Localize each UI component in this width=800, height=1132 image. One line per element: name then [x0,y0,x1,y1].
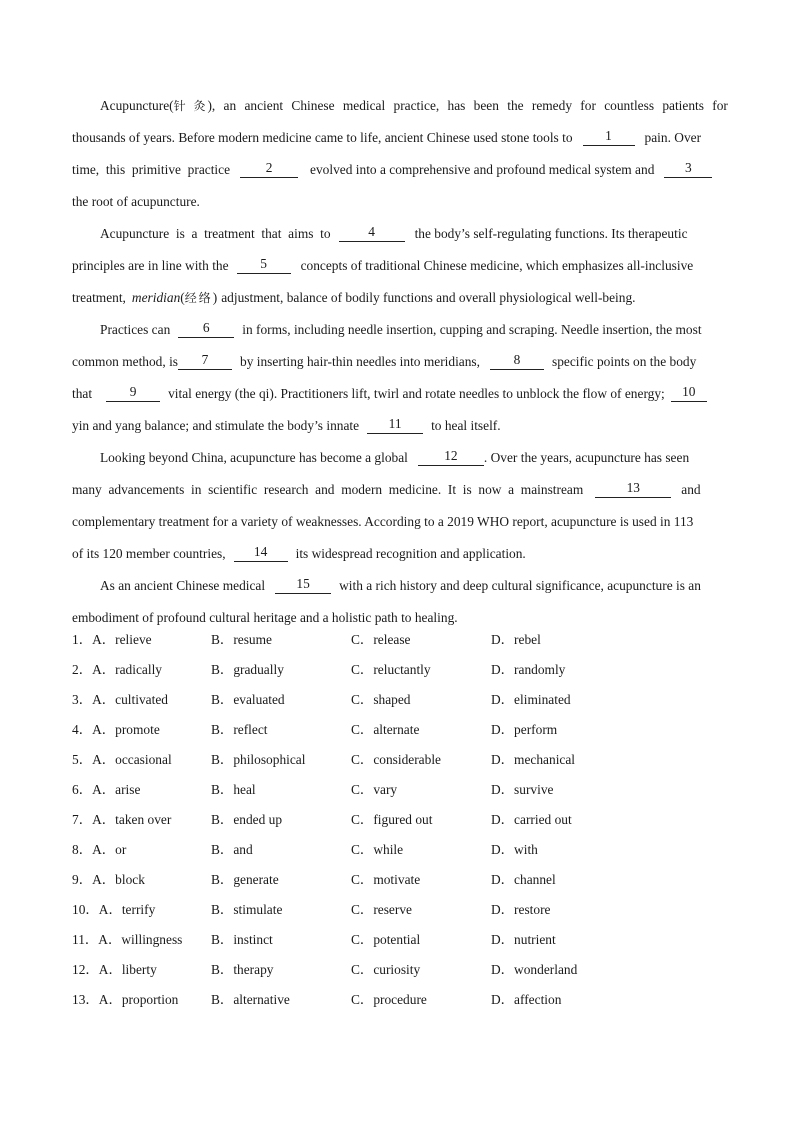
option-c[interactable]: C．motivate [351,872,421,887]
option-a[interactable]: 5．A．occasional [72,752,172,767]
option-c[interactable]: C．considerable [351,752,441,767]
option-a[interactable]: 8．A．or [72,842,127,857]
option-c[interactable]: C．procedure [351,992,427,1007]
option-b[interactable]: B．resume [211,632,272,647]
option-a[interactable]: 4．A．promote [72,722,160,737]
question-number: 11． [72,932,99,947]
passage-line: embodiment of profound cultural heritage and a holistic path to healing. [72,610,458,625]
question-number: 4． [72,722,93,737]
question-number: 5． [72,752,93,767]
blank-12[interactable]: 12 [418,447,484,466]
cloze-passage [72,93,728,637]
option-a[interactable]: 9．A．block [72,872,145,887]
option-d[interactable]: D．with [491,842,538,857]
option-d[interactable]: D．nutrient [491,932,556,947]
question-row [72,900,728,930]
question-row [72,720,728,750]
option-d[interactable]: D．survive [491,782,554,797]
option-c[interactable]: C．potential [351,932,421,947]
blank-7[interactable]: 7 [178,351,232,370]
option-c[interactable]: C．curiosity [351,962,421,977]
option-d[interactable]: D．randomly [491,662,566,677]
question-options [72,630,728,1020]
option-d[interactable]: D．restore [491,902,551,917]
passage-line: complementary treatment for a variety of weaknesses. According to a 2019 WHO report, acupuncture is used in 113 [72,514,694,529]
passage-line: yin and yang balance; and stimulate the body’s innate 11 to heal itself. [72,416,501,433]
option-a[interactable]: 3．A．cultivated [72,692,168,707]
option-c[interactable]: C．vary [351,782,398,797]
option-d[interactable]: D．eliminated [491,692,571,707]
question-row [72,750,728,780]
option-d[interactable]: D．mechanical [491,752,576,767]
blank-9[interactable]: 9 [106,383,160,402]
question-row [72,690,728,720]
question-row [72,990,728,1020]
option-b[interactable]: B．instinct [211,932,273,947]
option-c[interactable]: C．alternate [351,722,420,737]
question-row [72,960,728,990]
passage-line: many advancements in scientific research and modern medicine. It is now a mainstream 13 and [72,480,701,497]
blank-11[interactable]: 11 [367,415,423,434]
passage-line: of its 120 member countries, 14 its widespread recognition and application. [72,544,526,561]
option-b[interactable]: B．evaluated [211,692,285,707]
option-d[interactable]: D．channel [491,872,556,887]
question-row [72,780,728,810]
option-a[interactable]: 6．A．arise [72,782,141,797]
option-d[interactable]: D．rebel [491,632,541,647]
option-d[interactable]: D．affection [491,992,562,1007]
option-a[interactable]: 1．A．relieve [72,632,152,647]
option-b[interactable]: B．and [211,842,253,857]
question-number: 2． [72,662,93,677]
blank-2[interactable]: 2 [240,159,298,178]
option-b[interactable]: B．reflect [211,722,268,737]
blank-3[interactable]: 3 [664,159,712,178]
option-b[interactable]: B．ended up [211,812,283,827]
option-d[interactable]: D．wonderland [491,962,578,977]
passage-line: time, this primitive practice 2 evolved into a comprehensive and profound medical system and 3 [72,157,728,189]
question-number: 7． [72,812,93,827]
option-b[interactable]: B．heal [211,782,256,797]
blank-1[interactable]: 1 [583,127,635,146]
option-b[interactable]: B．therapy [211,962,274,977]
question-number: 12． [72,962,99,977]
option-c[interactable]: C．reluctantly [351,662,431,677]
passage-line: thousands of years. Before modern medicine came to life, ancient Chinese used stone tools to 1 pain. Over [72,128,702,145]
passage-line: principles are in line with the 5 concepts of traditional Chinese medicine, which emphasizes all-inclusive [72,256,694,273]
option-d[interactable]: D．perform [491,722,558,737]
option-b[interactable]: B．gradually [211,662,284,677]
option-b[interactable]: B．philosophical [211,752,306,767]
passage-line: Acupuncture is a treatment that aims to 4 the body’s self-regulating functions. Its therapeutic [100,224,688,241]
blank-15[interactable]: 15 [275,575,331,594]
option-a[interactable]: 7．A．taken over [72,812,172,827]
question-row [72,630,728,660]
question-number: 9． [72,872,93,887]
passage-line: Looking beyond China, acupuncture has become a global 12 . Over the years, acupuncture has seen [100,448,690,465]
option-c[interactable]: C．while [351,842,404,857]
question-row [72,840,728,870]
passage-line: Acupuncture(针 灸), an ancient Chinese medical practice, has been the remedy for countless patients for [100,98,728,113]
option-a[interactable]: 10．A．terrify [72,902,156,917]
option-c[interactable]: C．reserve [351,902,412,917]
option-a[interactable]: 11．A．willingness [72,932,183,947]
blank-4[interactable]: 4 [339,223,405,242]
question-row [72,810,728,840]
question-number: 10． [72,902,99,917]
passage-line: Practices can 6 in forms, including needle insertion, cupping and scraping. Needle insertion, the most [100,320,702,337]
option-b[interactable]: B．stimulate [211,902,283,917]
blank-6[interactable]: 6 [178,319,234,338]
option-d[interactable]: D．carried out [491,812,572,827]
blank-10[interactable]: 10 [671,383,707,402]
passage-line: common method, is 7 by inserting hair-thin needles into meridians, 8 specific points on the body [72,352,697,369]
passage-line: treatment, meridian ( 经络 ) adjustment, balance of bodily functions and overall physiological well-being. [72,290,636,305]
question-number: 1． [72,632,93,647]
question-number: 6． [72,782,93,797]
option-c[interactable]: C．shaped [351,692,411,707]
passage-line: As an ancient Chinese medical 15 with a rich history and deep cultural significance, acupuncture is an [100,576,701,593]
blank-14[interactable]: 14 [234,543,288,562]
question-row [72,930,728,960]
option-a[interactable]: 13．A．proportion [72,992,179,1007]
blank-5[interactable]: 5 [237,255,291,274]
option-a[interactable]: 2．A．radically [72,662,162,677]
question-row [72,870,728,900]
passage-line: the root of acupuncture. [72,194,200,209]
option-c[interactable]: C．release [351,632,411,647]
question-number: 8． [72,842,93,857]
option-b[interactable]: B．generate [211,872,279,887]
question-row [72,660,728,690]
question-number: 3． [72,692,93,707]
question-number: 13． [72,992,99,1007]
option-a[interactable]: 12．A．liberty [72,962,157,977]
option-b[interactable]: B．alternative [211,992,290,1007]
passage-line: that 9 vital energy (the qi). Practitioners lift, twirl and rotate needles to unblock the flow of energy; 10 [72,381,728,413]
option-c[interactable]: C．figured out [351,812,433,827]
blank-8[interactable]: 8 [490,351,544,370]
blank-13[interactable]: 13 [595,479,671,498]
